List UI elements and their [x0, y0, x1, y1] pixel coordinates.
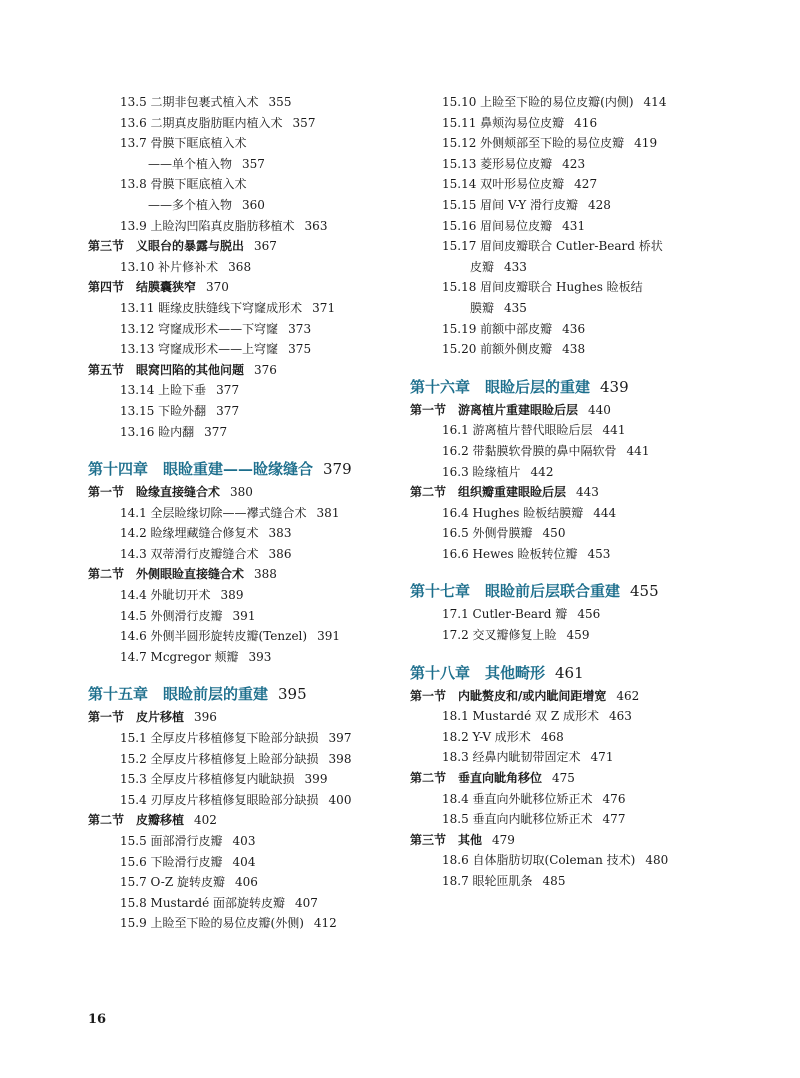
entry-page-number: 438 — [562, 342, 586, 357]
entry-title: 16.5 外侧骨膜瓣 — [442, 526, 533, 541]
toc-entry — [88, 769, 388, 790]
entry-page-number: 407 — [295, 895, 318, 910]
section-heading — [88, 360, 388, 381]
entry-title: 17.2 交叉瓣修复上睑 — [442, 628, 557, 643]
entry-title: 15.6 下睑滑行皮瓣 — [120, 854, 223, 869]
toc-entry — [410, 113, 730, 134]
entry-title: 18.1 Mustardé 双 Z 成形术 — [442, 709, 599, 724]
toc-entry — [410, 727, 730, 748]
entry-page-number: 433 — [504, 259, 527, 274]
entry-page-number: 480 — [645, 853, 669, 868]
toc-entry — [410, 420, 730, 441]
entry-page-number: 363 — [304, 218, 328, 233]
entry-title: 18.4 垂直向外眦移位矫正术 — [442, 791, 593, 806]
entry-page-number: 357 — [292, 115, 316, 130]
entry-title: 第十四章 眼睑重建——睑缘缝合 — [88, 460, 314, 479]
entry-page-number: 462 — [616, 688, 640, 703]
toc-entry — [410, 544, 730, 565]
chapter-heading — [410, 662, 730, 684]
entry-page-number: 440 — [588, 402, 611, 417]
entry-title: 第三节 义眼台的暴露与脱出 — [88, 239, 245, 254]
entry-title: 16.1 游离植片替代眼睑后层 — [442, 423, 593, 438]
entry-title: 17.1 Cutler-Beard 瓣 — [442, 607, 568, 622]
entry-title: 15.8 Mustardé 面部旋转皮瓣 — [120, 895, 286, 910]
entry-page-number: 412 — [313, 916, 337, 931]
toc-entry — [88, 544, 388, 565]
entry-page-number: 377 — [216, 383, 240, 398]
section-heading — [410, 768, 730, 789]
toc-entry — [410, 523, 730, 544]
entry-page-number: 414 — [643, 95, 667, 109]
entry-page-number: 442 — [530, 464, 554, 479]
entry-title: 第三节 其他 — [410, 832, 483, 847]
toc-entry — [88, 216, 388, 237]
toc-entry — [88, 872, 388, 893]
toc-entry — [410, 319, 730, 340]
toc-entry — [410, 133, 730, 154]
entry-title: 15.7 O-Z 旋转皮瓣 — [120, 875, 226, 890]
toc-entry — [88, 133, 388, 154]
entry-title: 15.17 眉间皮瓣联合 Cutler-Beard 桥状 — [442, 239, 663, 254]
toc-entry — [410, 503, 730, 524]
entry-title: 第十五章 眼睑前层的重建 — [88, 685, 269, 704]
toc-entry — [88, 790, 388, 811]
entry-page-number: 416 — [574, 115, 598, 130]
entry-title: 14.3 双蒂滑行皮瓣缝合术 — [120, 546, 259, 561]
entry-title: 第四节 结膜囊狭窄 — [88, 280, 197, 295]
entry-page-number: 389 — [220, 588, 244, 603]
entry-title: ——单个植入物 — [148, 156, 233, 171]
entry-page-number: 399 — [304, 772, 328, 787]
entry-title: 13.8 骨膜下眶底植入术 — [120, 177, 247, 192]
entry-page-number: 395 — [278, 685, 307, 704]
section-heading — [88, 564, 388, 585]
entry-title: 第二节 组织瓣重建眼睑后层 — [410, 485, 567, 500]
toc-entry — [88, 257, 388, 278]
entry-page-number: 397 — [328, 731, 352, 746]
entry-page-number: 485 — [542, 874, 566, 888]
entry-title: 16.6 Hewes 睑板转位瓣 — [442, 546, 578, 561]
entry-page-number: 370 — [206, 280, 229, 295]
entry-title: 16.4 Hughes 睑板结膜瓣 — [442, 505, 584, 520]
entry-page-number: 428 — [588, 197, 611, 212]
entry-page-number: 476 — [602, 791, 626, 806]
toc-entry — [410, 441, 730, 462]
entry-title: 第二节 外侧眼睑直接缝合术 — [88, 567, 245, 582]
chapter-heading — [88, 458, 388, 480]
entry-page-number: 360 — [242, 197, 265, 212]
entry-page-number: 396 — [194, 710, 217, 725]
toc-entry — [410, 216, 730, 237]
toc-entry — [88, 585, 388, 606]
entry-page-number: 377 — [204, 424, 228, 439]
section-heading — [88, 236, 388, 257]
toc-entry — [410, 625, 730, 646]
entry-page-number: 461 — [555, 663, 584, 682]
section-heading — [410, 830, 730, 851]
entry-title: 15.2 全厚皮片移植修复上睑部分缺损 — [120, 751, 319, 766]
entry-page-number: 455 — [630, 582, 659, 601]
entry-page-number: 355 — [268, 95, 292, 109]
entry-page-number: 431 — [562, 218, 586, 233]
entry-page-number: 368 — [228, 259, 252, 274]
toc-entry — [410, 871, 730, 892]
toc-entry — [410, 277, 730, 298]
entry-title: 13.7 骨膜下眶底植入术 — [120, 136, 247, 151]
entry-title: 13.5 二期非包裹式植入术 — [120, 95, 259, 109]
entry-page-number: 376 — [254, 362, 277, 377]
toc-entry — [88, 503, 388, 524]
toc-entry — [88, 913, 388, 934]
toc-entry-continuation — [88, 195, 388, 216]
entry-page-number: 439 — [600, 377, 629, 396]
toc-entry — [410, 706, 730, 727]
section-heading — [88, 277, 388, 298]
toc-entry — [410, 850, 730, 871]
toc-column-left — [88, 92, 388, 934]
entry-title: 15.1 全厚皮片移植修复下睑部分缺损 — [120, 731, 319, 746]
toc-entry — [88, 113, 388, 134]
entry-page-number: 380 — [230, 485, 253, 500]
entry-title: 18.3 经鼻内眦韧带固定术 — [442, 750, 581, 765]
chapter-heading — [410, 376, 730, 398]
entry-title: 第一节 游离植片重建眼睑后层 — [410, 402, 579, 417]
entry-page-number: 436 — [562, 321, 586, 336]
toc-entry — [88, 831, 388, 852]
entry-page-number: 459 — [566, 628, 590, 643]
entry-page-number: 393 — [248, 649, 272, 664]
entry-page-number: 477 — [602, 812, 626, 827]
toc-entry — [410, 236, 730, 257]
entry-title: 15.12 外侧颊部至下睑的易位皮瓣 — [442, 136, 625, 151]
entry-title: 15.5 面部滑行皮瓣 — [120, 834, 223, 848]
entry-title: 15.3 全厚皮片移植修复内眦缺损 — [120, 772, 295, 787]
toc-entry — [410, 809, 730, 830]
toc-entry — [410, 174, 730, 195]
entry-page-number: 471 — [590, 750, 614, 765]
toc-entry-continuation — [88, 154, 388, 175]
toc-entry — [88, 174, 388, 195]
entry-title: 第一节 皮片移植 — [88, 710, 185, 725]
entry-page-number: 403 — [232, 834, 256, 848]
entry-title: 15.15 眉间 V-Y 滑行皮瓣 — [442, 197, 579, 212]
entry-title: 13.9 上睑沟凹陷真皮脂肪移植术 — [120, 218, 295, 233]
toc-entry — [410, 154, 730, 175]
toc-entry — [410, 747, 730, 768]
entry-page-number: 367 — [254, 239, 277, 254]
entry-page-number: 402 — [194, 813, 217, 828]
entry-page-number: 423 — [562, 156, 586, 171]
toc-entry — [88, 422, 388, 443]
entry-title: 15.10 上睑至下睑的易位皮瓣(内侧) — [442, 95, 634, 109]
toc-column-right — [410, 92, 730, 892]
entry-title: 15.16 眉间易位皮瓣 — [442, 218, 553, 233]
toc-entry — [88, 319, 388, 340]
toc-entry — [88, 626, 388, 647]
entry-title: 18.7 眼轮匝肌条 — [442, 874, 533, 888]
entry-title: 18.5 垂直向内眦移位矫正术 — [442, 812, 593, 827]
entry-title: 第一节 内眦赘皮和/或内眦间距增宽 — [410, 688, 607, 703]
entry-page-number: 379 — [323, 460, 352, 479]
entry-title: ——多个植入物 — [148, 197, 233, 212]
entry-page-number: 453 — [587, 546, 611, 561]
toc-entry-continuation — [410, 298, 730, 319]
entry-page-number: 406 — [235, 875, 258, 890]
entry-page-number: 375 — [288, 342, 312, 357]
entry-page-number: 400 — [328, 792, 352, 807]
entry-title: 13.15 下睑外翻 — [120, 403, 207, 418]
entry-page-number: 450 — [542, 526, 566, 541]
entry-title: 15.20 前额外侧皮瓣 — [442, 342, 553, 357]
toc-entry — [410, 339, 730, 360]
entry-title: 第十六章 眼睑后层的重建 — [410, 377, 591, 396]
entry-title: 皮瓣 — [470, 259, 495, 274]
entry-title: 15.19 前额中部皮瓣 — [442, 321, 553, 336]
entry-title: 15.14 双叶形易位皮瓣 — [442, 177, 565, 192]
entry-title: 13.11 睚缘皮肤缝线下穹窿成形术 — [120, 300, 303, 315]
entry-title: 第十八章 其他畸形 — [410, 663, 546, 682]
toc-entry — [88, 728, 388, 749]
toc-entry — [88, 401, 388, 422]
toc-entry — [410, 789, 730, 810]
entry-title: 15.11 鼻颊沟易位皮瓣 — [442, 115, 565, 130]
toc-entry — [88, 606, 388, 627]
entry-page-number: 444 — [593, 505, 617, 520]
entry-page-number: 357 — [242, 156, 265, 171]
section-heading — [410, 686, 730, 707]
toc-entry — [88, 92, 388, 113]
entry-page-number: 381 — [316, 505, 340, 520]
entry-page-number: 427 — [574, 177, 598, 192]
entry-page-number: 404 — [232, 854, 256, 869]
toc-entry-continuation — [410, 257, 730, 278]
entry-title: 14.4 外眦切开术 — [120, 588, 211, 603]
entry-title: 15.18 眉间皮瓣联合 Hughes 睑板结 — [442, 280, 643, 295]
entry-page-number: 391 — [317, 629, 340, 644]
entry-title: 18.2 Y-V 成形术 — [442, 729, 531, 744]
entry-page-number: 388 — [254, 567, 277, 582]
entry-title: 14.7 Mcgregor 颊瓣 — [120, 649, 239, 664]
toc-entry — [88, 749, 388, 770]
entry-title: 14.2 睑缘埋藏缝合修复术 — [120, 526, 259, 541]
toc-entry — [410, 195, 730, 216]
entry-page-number: 463 — [609, 709, 632, 724]
page-number: 16 — [88, 1012, 107, 1027]
entry-page-number: 468 — [540, 729, 564, 744]
entry-title: 15.4 刃厚皮片移植修复眼睑部分缺损 — [120, 792, 319, 807]
entry-title: 13.13 穹窿成形术——上穹窿 — [120, 342, 279, 357]
entry-title: 第十七章 眼睑前后层联合重建 — [410, 582, 621, 601]
entry-page-number: 373 — [288, 321, 312, 336]
entry-title: 膜瓣 — [470, 300, 495, 315]
section-heading — [410, 482, 730, 503]
toc-entry — [88, 852, 388, 873]
entry-title: 13.16 睑内翻 — [120, 424, 195, 439]
toc-entry — [88, 339, 388, 360]
entry-title: 16.3 睑缘植片 — [442, 464, 521, 479]
entry-title: 第二节 垂直向眦角移位 — [410, 771, 543, 786]
entry-page-number: 391 — [232, 608, 256, 623]
entry-title: 13.6 二期真皮脂肪眶内植入术 — [120, 115, 283, 130]
entry-title: 15.9 上睑至下睑的易位皮瓣(外侧) — [120, 916, 304, 931]
entry-page-number: 398 — [328, 751, 352, 766]
entry-page-number: 441 — [602, 423, 626, 438]
entry-title: 18.6 自体脂肪切取(Coleman 技术) — [442, 853, 636, 868]
toc-entry — [410, 604, 730, 625]
toc-entry — [410, 462, 730, 483]
entry-page-number: 443 — [576, 485, 599, 500]
entry-page-number: 475 — [552, 771, 575, 786]
toc-entry — [88, 893, 388, 914]
entry-page-number: 377 — [216, 403, 240, 418]
entry-title: 14.1 全层睑缘切除——襻式缝合术 — [120, 505, 307, 520]
entry-title: 15.13 菱形易位皮瓣 — [442, 156, 553, 171]
section-heading — [88, 707, 388, 728]
entry-page-number: 441 — [626, 443, 650, 458]
entry-title: 第二节 皮瓣移植 — [88, 813, 185, 828]
toc-entry — [88, 647, 388, 668]
entry-title: 13.10 补片修补术 — [120, 259, 219, 274]
entry-title: 第五节 眼窝凹陷的其他问题 — [88, 362, 245, 377]
entry-title: 14.6 外侧半圆形旋转皮瓣(Tenzel) — [120, 629, 308, 644]
entry-title: 14.5 外侧滑行皮瓣 — [120, 608, 223, 623]
entry-page-number: 479 — [492, 832, 515, 847]
entry-page-number: 386 — [268, 546, 292, 561]
chapter-heading — [88, 683, 388, 705]
toc-entry — [410, 92, 730, 113]
entry-page-number: 371 — [312, 300, 336, 315]
chapter-heading — [410, 580, 730, 602]
section-heading — [88, 810, 388, 831]
entry-page-number: 435 — [504, 300, 527, 315]
entry-title: 13.12 穹窿成形术——下穹窿 — [120, 321, 279, 336]
entry-page-number: 419 — [634, 136, 658, 151]
section-heading — [410, 400, 730, 421]
entry-page-number: 383 — [268, 526, 292, 541]
entry-page-number: 456 — [577, 607, 601, 622]
entry-title: 16.2 带黏膜软骨膜的鼻中隔软骨 — [442, 443, 617, 458]
toc-entry — [88, 523, 388, 544]
section-heading — [88, 482, 388, 503]
toc-entry — [88, 298, 388, 319]
toc-entry — [88, 380, 388, 401]
entry-title: 13.14 上睑下垂 — [120, 383, 207, 398]
entry-title: 第一节 睑缘直接缝合术 — [88, 485, 221, 500]
